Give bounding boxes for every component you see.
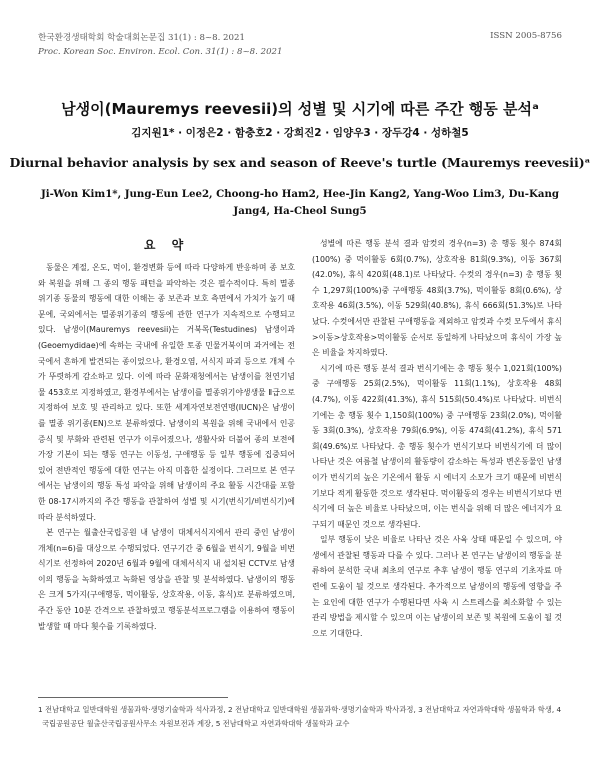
affiliation-footnote: 1 전남대학교 일반대학원 생물과학·생명기술학과 석사과정, 2 전남대학교 일반대학원 생물과학·생명기술학과 박사과정, 3 전남대학교 자연과학대학 생물학과 학생, 4 국립공원공단 월출산국립공원사무소 자원보전과 계장, 5 전남대학교 자연과학대학 생물학과 교수	[38, 705, 562, 728]
paper-title-ko: 남생이(Mauremys reevesii)의 성별 및 시기에 따른 주간 행동 분석ᵃ	[61, 100, 539, 118]
abstract-paragraph: 일부 행동이 낮은 비율로 나타난 것은 사육 상태 때문일 수 있으며, 야생에서 관찰된 행동과 다를 수 있다. 그러나 본 연구는 남생이의 행동을 분류하여 분석한 국내 최초의 연구로 추후 남생이 행동 연구의 기초자료 마련에 도움이 될 것으로 생각된다. 추가적으로 남생이의 행동에 영향을 주는 요인에 대한 연구가 수행된다면 사육 시 스트레스를 최소화할 수 있는 관리 방법을 제시할 수 있으며 이는 남생이의 보존 및 복원에 도움이 될 것으로 기대한다.	[312, 535, 562, 638]
journal-header-en: Proc. Korean Soc. Environ. Ecol. Con. 31(1) : 8~8. 2021	[38, 47, 283, 57]
abstract-paragraph: 동물은 계절, 온도, 먹이, 환경변화 등에 따라 다양하게 반응하며 종 보호와 복원을 위해 그 종의 행동 패턴을 파악하는 것은 필수적이다. 특히 멸종위기종 동물의 행동에 대한 이해는 종 보존과 보호 측면에서 가치가 높기 때문에, 국외에서는 멸종위기종의 행동에 관한 연구가 지속적으로 수행되고 있다. 남생이(Mauremys reevesii)는 거북목(Testudines) 남생이과(Geoemydidae)에 속하는 국내에 유일한 토종 민물거북이며 과거에는 전국에서 흔하게 발견되는 종이었으나, 환경오염, 서식지 파괴 등으로 개체 수가 뚜렷하게 감소하고 있다. 이에 따라 문화재청에서는 남생이를 천연기념물 453호로 지정하였고, 환경부에서는 남생이를 멸종위기야생생물 Ⅱ급으로 지정하여 보호 및 관리하고 있다. 또한 세계자연보전연맹(IUCN)은 남생이를 멸종 위기종(EN)으로 분류하였다. 남생이의 복원을 위해 국내에서 인공증식 및 부화와 관련된 연구가 이루어졌으나, 생활사와 더불어 종의 보전에 가장 기본이 되는 행동 연구는 이동성, 구애행동 등 일부 행동에 집중되어 있어 전반적인 행동에 대한 연구는 아직 미흡한 실정이다. 그러므로 본 연구에서는 남생이의 행동 특성 파악을 위해 남생이의 주요 활동 시간대를 포함한 08-17시까지의 주간 행동을 관찰하여 성별 및 시기(번식기/비번식기)에 따라 분석하였다.	[38, 263, 295, 522]
issn-label: ISSN 2005-8756	[490, 31, 562, 41]
abstract-heading: 요 약	[143, 238, 190, 252]
journal-header-ko: 한국환경생태학회 학술대회논문집 31(1) : 8~8. 2021	[38, 33, 245, 43]
abstract-left-column	[38, 260, 295, 634]
authors-ko: 김지원1* · 이정은2 · 함충호2 · 강희진2 · 임양우3 · 장두강4 · 성하철5	[131, 127, 469, 139]
abstract-paragraph: 성별에 따른 행동 분석 결과 암컷의 경우(n=3) 총 행동 횟수 874회(100%) 중 먹이활동 6회(0.7%), 상호작용 81회(9.3%), 이동 367회(42.0%), 휴식 420회(48.1)로 나타났다. 수컷의 경우(n=3) 총 행동 횟수 1,297회(100%)중 구애행동 48회(3.7%), 먹이활동 8회(0.6%), 상호작용 46회(3.5%), 이동 529회(40.8%), 휴식 666회(51.3%)로 나타났다. 수컷에서만 관찰된 구애행동을 제외하고 암컷과 수컷 모두에서 휴식>이동>상호작용>먹이활동 순서로 동일하게 나타났으며 휴식이 가장 높은 비율을 차지하였다.	[312, 239, 562, 358]
abstract-paragraph: 본 연구는 월출산국립공원 내 남생이 대체서식지에서 관리 중인 남생이 개체(n=6)를 대상으로 수행되었다. 연구기간 중 6월을 번식기, 9월을 비번식기로 선정하여 2020년 6월과 9월에 대체서식지 내 설치된 CCTV로 남생이의 행동을 녹화하였고 녹화된 영상을 관찰 및 분석하였다. 남생이의 행동은 크게 5가지(구애행동, 먹이활동, 상호작용, 이동, 휴식)로 분류하였으며, 주간 동안 10분 간격으로 관찰하였고 행동분석프로그램을 이용하여 행동이 발생할 때 마다 횟수를 기록하였다.	[38, 528, 295, 631]
authors-en: Ji-Won Kim1*, Jung-Eun Lee2, Choong-ho Ham2, Hee-Jin Kang2, Yang-Woo Lim3, Du-Kang Jang4, Ha-Cheol Sung5	[40, 188, 560, 217]
footnote-divider	[38, 697, 228, 698]
abstract-paragraph: 시기에 따른 행동 분석 결과 번식기에는 총 행동 횟수 1,021회(100%) 중 구애행동 25회(2.5%), 먹이활동 11회(1.1%), 상호작용 48회(4.7%), 이동 422회(41.3%), 휴식 515회(50.4%)로 나타났다. 비번식기에는 총 행동 횟수 1,150회(100%) 중 구애행동 23회(2.0%), 먹이활동 3회(0.3%), 상호작용 79회(6.9%), 이동 474회(41.2%), 휴식 571회(49.6%)로 나타났다. 총 행동 횟수가 번식기보다 비번식기에 더 많이 나타난 것은 여름철 남생이의 활동량이 감소하는 특성과 변온동물인 남생이가 번식기의 높은 기온에서 활동 시 에너지 소모가 크기 때문에 비번식기보다 적게 활동한 것으로 생각된다. 먹이활동의 경우는 비번식기보다 번식기에 더 높은 비율로 나타났으며, 이는 번식을 위해 더 많은 에너지가 요구되기 때문인 것으로 생각된다.	[312, 363, 562, 529]
paper-title-en: Diurnal behavior analysis by sex and season of Reeve's turtle (Mauremys reevesii)ᵃ	[9, 155, 591, 170]
abstract-right-column	[312, 236, 562, 641]
